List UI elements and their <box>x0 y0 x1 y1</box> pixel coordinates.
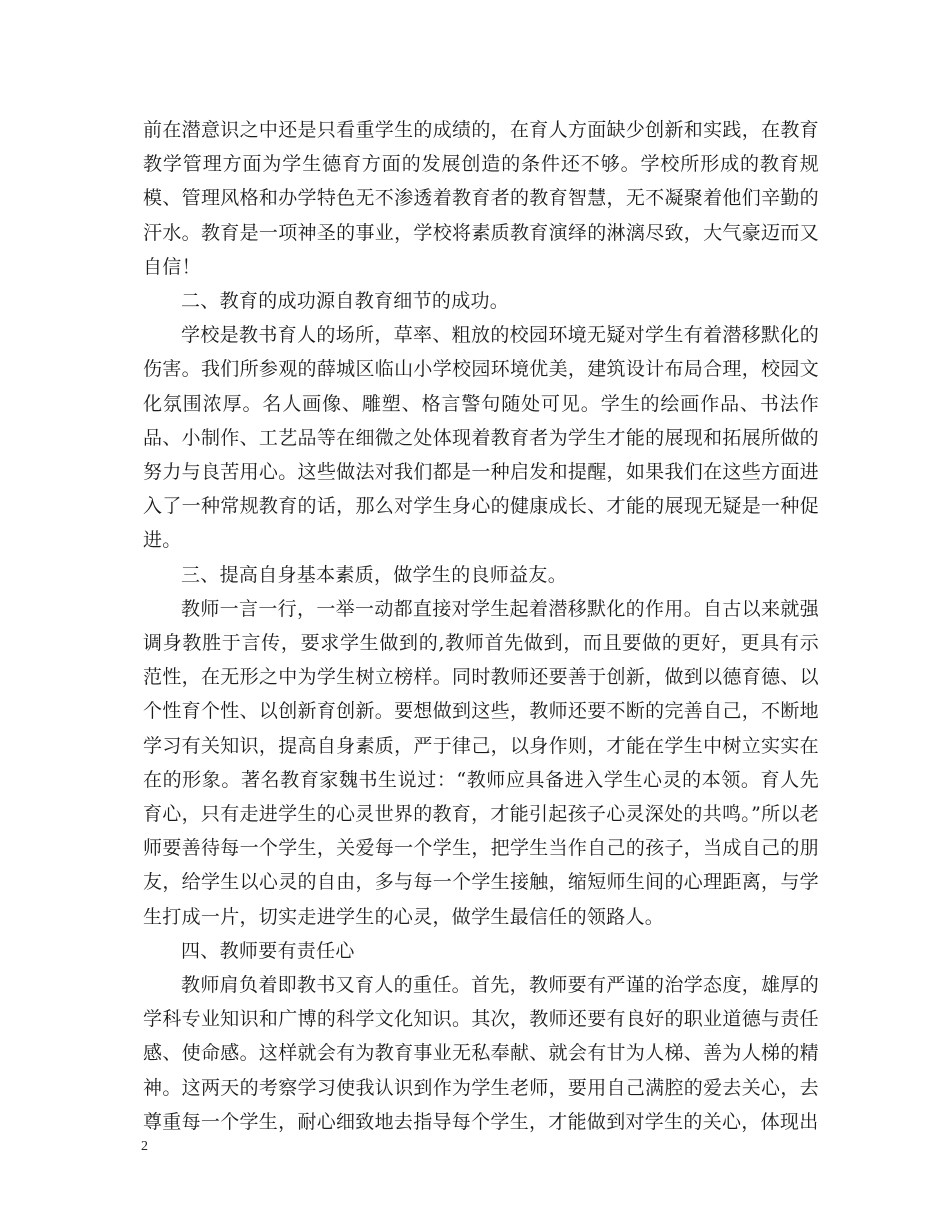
document-body <box>143 113 819 1139</box>
paragraph-teacher-example: 教师一言一行，一举一动都直接对学生起着潜移默化的作用。自古以来就强调身教胜于言传，要求学生做到的,教师首先做到，而且要做的更好，更具有示范性，在无形之中为学生树立榜样。同时教师还要善于创新，做到以德育德、以个性育个性、以创新育创新。要想做到这些，教师还要不断的完善自己，不断地学习有关知识，提高自身素质，严于律己，以身作则，才能在学生中树立实实在在的形象。著名教育家魏书生说过：“教师应具备进入学生心灵的本领。育人先育心，只有走进学生的心灵世界的教育，才能引起孩子心灵深处的共鸣。”所以老师要善待每一个学生，关爱每一个学生，把学生当作自己的孩子，当成自己的朋友，给学生以心灵的自由，多与每一个学生接触，缩短师生间的心理距离，与学生打成一片，切实走进学生的心灵，做学生最信任的领路人。 <box>143 597 820 928</box>
paragraph-teacher-responsibility: 教师肩负着即教书又育人的重任。首先，教师要有严谨的治学态度，雄厚的学科专业知识和广博的科学文化知识。其次，教师还要有良好的职业道德与责任感、使命感。这样就会有为教育事业无私奉献、就会有甘为人梯、善为人梯的精神。这两天的考察学习使我认识到作为学生老师，要用自己满腔的爱去关心，去尊重每一个学生，耐心细致地去指导每个学生，才能做到对学生的关心，体现出 <box>143 974 819 1133</box>
paragraph-continuation: 前在潜意识之中还是只看重学生的成绩的，在育人方面缺少创新和实践，在教育教学管理方面为学生德育方面的发展创造的条件还不够。学校所形成的教育规模、管理风格和办学特色无不渗透着教育者的教育智慧，无不凝聚着他们辛勤的汗水。教育是一项神圣的事业，学校将素质教育演绎的淋漓尽致，大气豪迈而又自信！ <box>143 119 819 278</box>
section-heading-three: 三、提高自身基本素质，做学生的良师益友。 <box>181 563 568 586</box>
section-heading-four: 四、教师要有责任心 <box>181 939 355 962</box>
page-number: 2 <box>141 1139 148 1154</box>
section-heading-two: 二、教育的成功源自教育细节的成功。 <box>181 290 510 313</box>
paragraph-campus-environment: 学校是教书育人的场所，草率、粗放的校园环境无疑对学生有着潜移默化的伤害。我们所参观的薛城区临山小学校园环境优美，建筑设计布局合理，校园文化氛围浓厚。名人画像、雕塑、格言警句随处可见。学生的绘画作品、书法作品、小制作、工艺品等在细微之处体现着教育者为学生才能的展现和拓展所做的努力与良苦用心。这些做法对我们都是一种启发和提醒，如果我们在这些方面进入了一种常规教育的话，那么对学生身心的健康成长、才能的展现无疑是一种促进。 <box>143 324 819 552</box>
